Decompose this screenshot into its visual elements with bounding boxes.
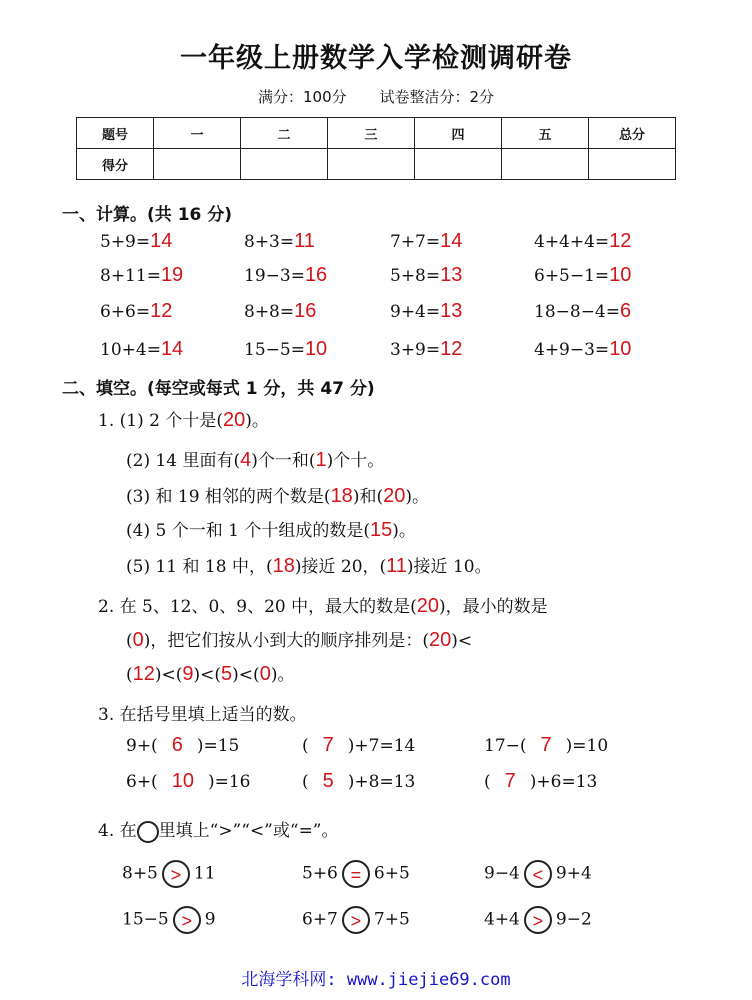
expression-right: 7+5 bbox=[373, 909, 410, 930]
answer-sign: > bbox=[532, 911, 544, 931]
answer: 14 bbox=[440, 230, 463, 252]
expression: 9+4= bbox=[390, 302, 441, 322]
compare-item bbox=[122, 860, 216, 888]
score-cell[interactable] bbox=[502, 149, 589, 180]
expression: 8+8= bbox=[244, 302, 295, 322]
expression: 4+4+4= bbox=[534, 232, 610, 252]
answer: 6 bbox=[620, 300, 632, 322]
q-text: (3) 和 19 相邻的两个数是( bbox=[126, 487, 331, 507]
answer: 16 bbox=[294, 300, 317, 322]
q-text: 里填上“>”“<”或“=”。 bbox=[158, 821, 339, 841]
expression: 8+11= bbox=[100, 266, 161, 286]
q-text: )<( bbox=[193, 665, 222, 685]
expression-left: 15−5 bbox=[122, 909, 169, 930]
answer-sign: > bbox=[170, 865, 182, 885]
footer-watermark: 北海学科网: www.jiejie69.com bbox=[241, 970, 511, 990]
answer: 10 bbox=[171, 770, 194, 792]
compare-circle bbox=[342, 860, 370, 888]
calc-item bbox=[390, 264, 462, 287]
score-header-cell: 一 bbox=[154, 118, 241, 149]
expression-left: 8+5 bbox=[122, 863, 158, 884]
q-text: )=10 bbox=[565, 736, 609, 756]
q1-c bbox=[126, 482, 429, 508]
q-text: )和( bbox=[352, 487, 384, 507]
calc-item bbox=[100, 338, 183, 361]
score-header-cell: 总分 bbox=[589, 118, 676, 149]
expression: 15−5= bbox=[244, 340, 305, 360]
calc-item bbox=[100, 230, 172, 253]
answer: 13 bbox=[440, 264, 463, 286]
answer: 20 bbox=[429, 629, 452, 651]
compare-item bbox=[302, 906, 410, 934]
score-table bbox=[76, 117, 676, 180]
q-text: )。 bbox=[405, 487, 429, 507]
calc-item bbox=[390, 300, 462, 323]
q-text: ( bbox=[126, 631, 133, 651]
full-score: 满分：100分 bbox=[258, 88, 347, 106]
answer: 10 bbox=[609, 338, 632, 360]
score-table-row bbox=[77, 149, 676, 180]
calc-item bbox=[534, 300, 631, 323]
q-text: )<( bbox=[232, 665, 260, 685]
answer: 5 bbox=[221, 663, 233, 685]
q1-b bbox=[126, 446, 384, 472]
compare-circle bbox=[524, 860, 552, 888]
expression-left: 4+4 bbox=[484, 909, 520, 930]
compare-circle bbox=[524, 906, 552, 934]
calc-item bbox=[534, 338, 631, 361]
answer: 9 bbox=[182, 663, 194, 685]
answer: 5 bbox=[322, 770, 334, 792]
score-header-cell: 二 bbox=[241, 118, 328, 149]
compare-circle bbox=[173, 906, 201, 934]
q2-line-1 bbox=[98, 592, 548, 618]
score-cell[interactable] bbox=[415, 149, 502, 180]
expression: 5+9= bbox=[100, 232, 151, 252]
score-header-cell: 题号 bbox=[77, 118, 154, 149]
q-text: )个十。 bbox=[326, 451, 385, 471]
answer: 12 bbox=[440, 338, 463, 360]
fill-item bbox=[484, 770, 597, 793]
expression-right: 9+4 bbox=[555, 863, 592, 884]
fill-item bbox=[302, 770, 415, 793]
score-table-header bbox=[77, 118, 676, 149]
page-title: 一年级上册数学入学检测调研卷 bbox=[180, 43, 572, 74]
q-text: ( bbox=[126, 665, 133, 685]
expression: 6+5−1= bbox=[534, 266, 610, 286]
q2-line-3 bbox=[126, 660, 294, 686]
q-text: )< bbox=[451, 631, 473, 651]
fill-item bbox=[126, 770, 250, 793]
q-text: )。 bbox=[270, 665, 295, 685]
score-cell[interactable] bbox=[154, 149, 241, 180]
answer: 16 bbox=[304, 264, 328, 286]
compare-item bbox=[302, 860, 410, 888]
expression-right: 9−2 bbox=[555, 909, 592, 930]
q-text: (4) 5 个一和 1 个十组成的数是( bbox=[126, 521, 370, 541]
circle-icon bbox=[137, 821, 159, 843]
q1-d bbox=[126, 516, 416, 542]
answer: 10 bbox=[609, 264, 632, 286]
answer-sign: > bbox=[350, 911, 362, 931]
score-cell[interactable] bbox=[589, 149, 676, 180]
answer: 20 bbox=[416, 595, 440, 617]
q-text: )接近 10。 bbox=[406, 557, 492, 577]
calc-item bbox=[100, 300, 172, 323]
expression-left: 5+6 bbox=[302, 863, 338, 884]
q-text: 1. (1) 2 个十是( bbox=[98, 411, 223, 431]
answer: 12 bbox=[609, 230, 632, 252]
q-text: )+7=14 bbox=[347, 736, 416, 756]
q-text: (5) 11 和 18 中，( bbox=[126, 557, 273, 577]
compare-item bbox=[122, 906, 216, 934]
q2-line-2 bbox=[126, 626, 472, 652]
expression-right: 9 bbox=[204, 909, 216, 930]
answer: 15 bbox=[369, 519, 393, 541]
q-text: )+6=13 bbox=[529, 772, 598, 792]
calc-item bbox=[534, 264, 631, 287]
calc-item bbox=[244, 230, 315, 253]
calc-item bbox=[244, 300, 316, 323]
answer: 4 bbox=[240, 449, 252, 471]
fill-item bbox=[484, 734, 608, 757]
expression: 10+4= bbox=[100, 340, 161, 360]
neatness-score: 试卷整洁分：2分 bbox=[379, 88, 494, 106]
q-text: ( bbox=[484, 772, 491, 792]
q-text: )=16 bbox=[207, 772, 251, 792]
q-text: )=15 bbox=[196, 736, 240, 756]
q-text: )，把它们按从小到大的顺序排列是：( bbox=[143, 631, 430, 651]
answer: 14 bbox=[160, 338, 184, 360]
q-text: (2) 14 里面有( bbox=[126, 451, 241, 471]
expression: 4+9−3= bbox=[534, 340, 610, 360]
calc-item bbox=[390, 338, 462, 361]
answer: 11 bbox=[386, 555, 407, 577]
answer: 1 bbox=[315, 449, 327, 471]
expression-right: 11 bbox=[193, 863, 216, 884]
answer: 18 bbox=[330, 485, 353, 507]
section-2-heading: 二、填空。(每空或每式 1 分，共 47 分) bbox=[62, 379, 375, 399]
fill-item bbox=[302, 734, 415, 757]
expression: 3+9= bbox=[390, 340, 441, 360]
answer: 14 bbox=[150, 230, 173, 252]
compare-circle bbox=[162, 860, 190, 888]
section-1-heading: 一、计算。(共 16 分) bbox=[62, 205, 233, 225]
answer: 19 bbox=[160, 264, 184, 286]
score-cell[interactable] bbox=[241, 149, 328, 180]
q-text: 4. 在 bbox=[98, 821, 137, 841]
compare-circle bbox=[342, 906, 370, 934]
expression: 7+7= bbox=[390, 232, 441, 252]
answer: 6 bbox=[171, 734, 183, 756]
q-text: )接近 20，( bbox=[294, 557, 387, 577]
q1-e bbox=[126, 552, 492, 578]
answer: 20 bbox=[383, 485, 406, 507]
score-header-cell: 五 bbox=[502, 118, 589, 149]
compare-item bbox=[484, 860, 592, 888]
expression: 19−3= bbox=[244, 266, 305, 286]
answer: 7 bbox=[540, 734, 552, 756]
expression: 6+6= bbox=[100, 302, 151, 322]
answer: 0 bbox=[132, 629, 144, 651]
answer: 7 bbox=[504, 770, 516, 792]
subtitle bbox=[0, 86, 752, 107]
expression-left: 6+7 bbox=[302, 909, 338, 930]
score-cell[interactable] bbox=[328, 149, 415, 180]
fill-item bbox=[126, 734, 239, 757]
q-text: )<( bbox=[154, 665, 183, 685]
q-text: 9+( bbox=[126, 736, 158, 756]
q-text: )。 bbox=[392, 521, 416, 541]
q-text: ( bbox=[302, 772, 309, 792]
expression: 5+8= bbox=[390, 266, 441, 286]
expression: 8+3= bbox=[244, 232, 295, 252]
q1-a bbox=[98, 406, 269, 432]
score-header-cell: 四 bbox=[415, 118, 502, 149]
answer-sign: = bbox=[350, 865, 362, 885]
answer: 10 bbox=[304, 338, 328, 360]
answer-sign: < bbox=[532, 865, 544, 885]
score-row-label: 得分 bbox=[77, 149, 154, 180]
answer-sign: > bbox=[181, 911, 192, 931]
answer: 7 bbox=[322, 734, 334, 756]
expression-left: 9−4 bbox=[484, 863, 520, 884]
calc-item bbox=[534, 230, 631, 253]
calc-item bbox=[244, 338, 327, 361]
q-text: 17−( bbox=[484, 736, 527, 756]
answer: 12 bbox=[150, 300, 173, 322]
calc-item bbox=[390, 230, 462, 253]
q-text: )。 bbox=[245, 411, 269, 431]
q-text: )+8=13 bbox=[347, 772, 416, 792]
q4-heading bbox=[98, 816, 339, 843]
answer: 20 bbox=[222, 409, 246, 431]
calc-item bbox=[244, 264, 327, 287]
answer: 18 bbox=[272, 555, 295, 577]
q-text: 2. 在 5、12、0、9、20 中，最大的数是( bbox=[98, 597, 417, 617]
answer: 13 bbox=[440, 300, 463, 322]
q-text: ( bbox=[302, 736, 309, 756]
compare-item bbox=[484, 906, 592, 934]
q3-heading: 3. 在括号里填上适当的数。 bbox=[98, 705, 307, 725]
answer: 11 bbox=[294, 230, 315, 252]
expression: 18−8−4= bbox=[534, 302, 620, 322]
q-text: 6+( bbox=[126, 772, 158, 792]
expression-right: 6+5 bbox=[373, 863, 410, 884]
answer: 0 bbox=[259, 663, 271, 685]
q-text: )个一和( bbox=[251, 451, 316, 471]
calc-item bbox=[100, 264, 183, 287]
q-text: )，最小的数是 bbox=[439, 597, 548, 617]
answer: 12 bbox=[132, 663, 155, 685]
score-header-cell: 三 bbox=[328, 118, 415, 149]
